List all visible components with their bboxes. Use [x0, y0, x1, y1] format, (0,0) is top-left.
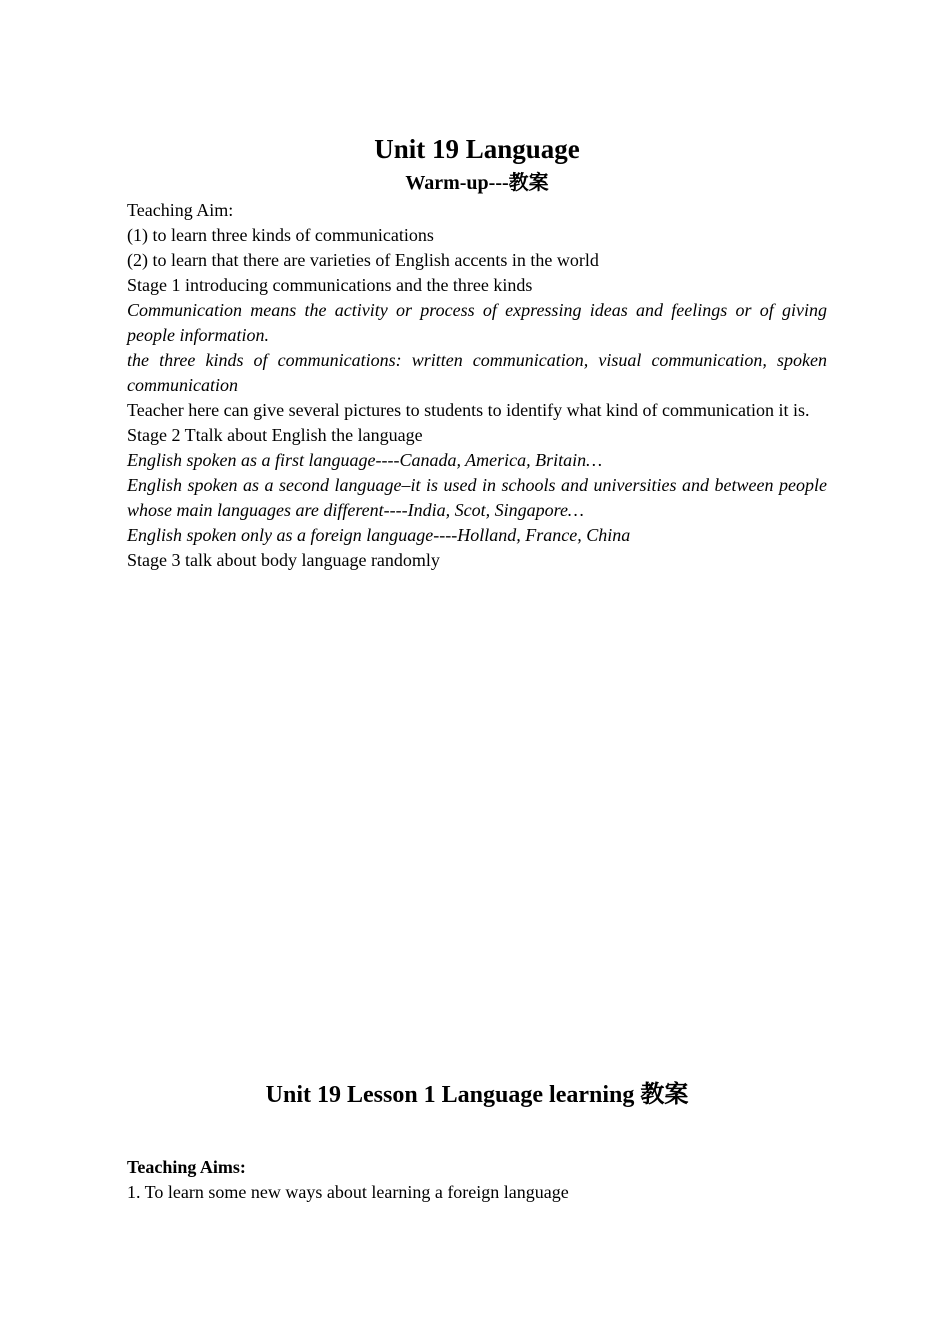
lesson-title: Unit 19 Lesson 1 Language learning 教案	[265, 1082, 689, 1108]
communication-kinds: the three kinds of communications: written communication, visual communication, spoken communication	[127, 350, 827, 395]
stage-heading: Stage 3 talk about body language randomly	[127, 550, 440, 570]
aim-item: (1) to learn three kinds of communications	[127, 225, 434, 245]
teaching-aims-heading: Teaching Aims:	[127, 1157, 246, 1177]
teacher-note: Teacher here can give several pictures to students to identify what kind of communication it is.	[127, 400, 810, 420]
communication-definition: Communication means the activity or process of expressing ideas and feelings or of giving people information.	[127, 300, 827, 345]
warmup-section	[127, 131, 827, 573]
english-first-language: English spoken as a first language----Canada, America, Britain…	[127, 450, 603, 470]
english-second-language: English spoken as a second language–it is used in schools and universities and between people whose main languages are different----India, Scot, Singapore…	[127, 475, 827, 520]
stage-heading: Stage 1 introducing communications and the three kinds	[127, 275, 533, 295]
aim-item: 1. To learn some new ways about learning a foreign language	[127, 1182, 569, 1202]
warmup-subtitle: Warm-up---教案	[405, 172, 549, 194]
lesson1-section	[127, 1079, 827, 1205]
aim-item: (2) to learn that there are varieties of English accents in the world	[127, 250, 599, 270]
stage-heading: Stage 2 Ttalk about English the language	[127, 425, 423, 445]
teaching-aim-heading: Teaching Aim:	[127, 200, 234, 220]
warmup-body	[127, 198, 827, 573]
unit-title: Unit 19 Language	[374, 134, 580, 164]
english-foreign-language: English spoken only as a foreign language----Holland, France, China	[127, 525, 631, 545]
